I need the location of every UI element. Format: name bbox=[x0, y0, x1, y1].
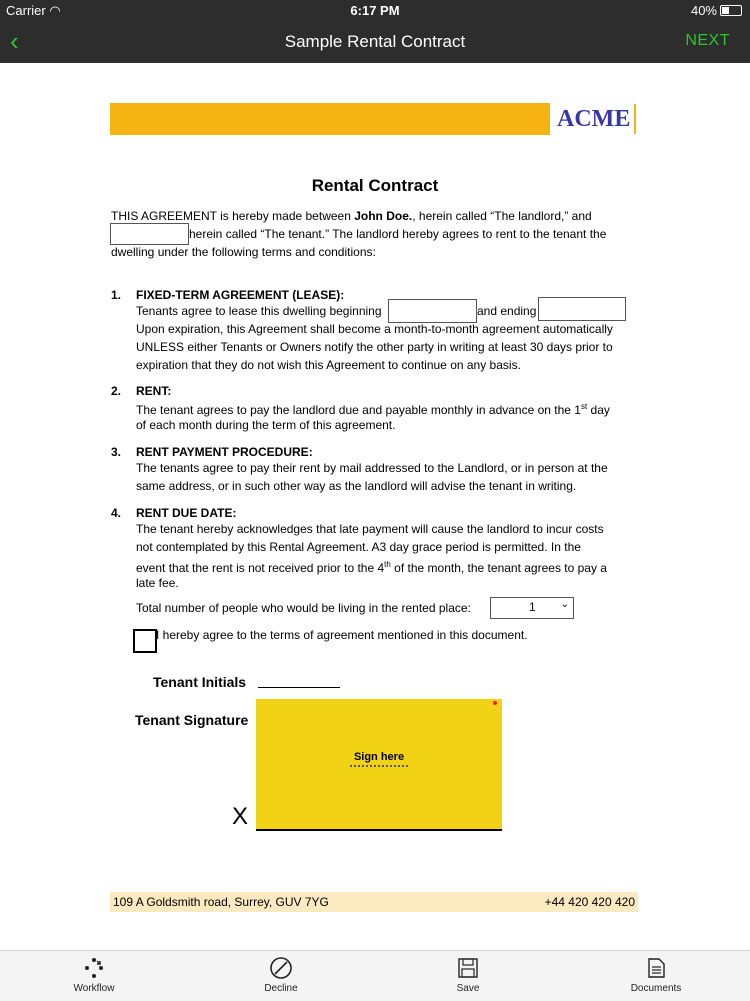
company-logo: ACME bbox=[557, 104, 636, 134]
tab-label: Save bbox=[456, 983, 480, 994]
section-text: and ending bbox=[477, 304, 537, 318]
section-heading: RENT PAYMENT PROCEDURE: bbox=[136, 445, 313, 459]
documents-icon bbox=[643, 955, 669, 981]
document-page bbox=[0, 63, 750, 950]
section-text: Upon expiration, this Agreement shall become a month-to-month agreement automatically bbox=[136, 322, 613, 336]
section-text: expiration that they do not wish this Agreement to continue on any basis. bbox=[136, 358, 521, 372]
intro-line-3: dwelling under the following terms and conditions: bbox=[111, 245, 376, 259]
back-button[interactable]: ‹ bbox=[10, 26, 19, 56]
section-text: The tenant hereby acknowledges that late payment will cause the landlord to incur costs bbox=[136, 522, 604, 536]
section-number: 1. bbox=[111, 288, 122, 302]
tenant-name-field[interactable] bbox=[110, 223, 189, 245]
section-text: event that the rent is not received prior to the 4th of the month, the tenant agrees to pay a bbox=[136, 560, 607, 575]
tenant-initials-label: Tenant Initials bbox=[153, 674, 247, 690]
section-text: not contemplated by this Rental Agreement. A3 day grace period is permitted. In the bbox=[136, 540, 581, 554]
section-number: 2. bbox=[111, 384, 122, 398]
section-text: UNLESS either Tenants or Owners notify the other party in writing at least 30 days prior to bbox=[136, 340, 613, 354]
battery-indicator: 40% bbox=[691, 3, 742, 18]
section-text: same address, or in such other way as the landlord will advise the tenant in writing. bbox=[136, 479, 577, 493]
tenant-initials-field[interactable] bbox=[258, 687, 340, 688]
tenant-signature-label: Tenant Signature bbox=[135, 712, 249, 728]
tab-label: Decline bbox=[264, 983, 298, 994]
decline-icon bbox=[268, 955, 294, 981]
nav-bar bbox=[0, 22, 750, 63]
tab-bar bbox=[0, 950, 750, 1001]
footer-address: 109 A Goldsmith road, Surrey, GUV 7YG bbox=[113, 895, 329, 909]
required-indicator bbox=[493, 701, 497, 705]
section-heading: RENT DUE DATE: bbox=[136, 506, 237, 520]
section-heading: RENT: bbox=[136, 384, 172, 398]
footer-phone: +44 420 420 420 bbox=[544, 895, 635, 909]
tab-save[interactable] bbox=[418, 955, 518, 994]
section-text: of each month during the term of this agreement. bbox=[136, 418, 396, 432]
tab-workflow[interactable] bbox=[44, 955, 144, 994]
lease-end-field[interactable] bbox=[538, 297, 626, 321]
status-time: 6:17 PM bbox=[350, 3, 400, 18]
people-count-label: Total number of people who would be living in the rented place: bbox=[136, 601, 471, 615]
section-number: 3. bbox=[111, 445, 122, 459]
people-count-value: 1 bbox=[529, 600, 536, 614]
carrier-label: Carrier ◠ bbox=[6, 3, 61, 18]
tab-label: Documents bbox=[630, 983, 682, 994]
section-text: Tenants agree to lease this dwelling beginning bbox=[136, 304, 382, 318]
section-number: 4. bbox=[111, 506, 122, 520]
status-bar bbox=[0, 0, 750, 22]
section-text: The tenants agree to pay their rent by mail addressed to the Landlord, or in person at the bbox=[136, 461, 608, 475]
people-count-select[interactable] bbox=[490, 597, 574, 619]
section-text: late fee. bbox=[136, 576, 179, 590]
signature-x-mark: X bbox=[232, 803, 249, 830]
tab-label: Workflow bbox=[73, 983, 115, 994]
header-banner bbox=[110, 103, 550, 135]
intro-line-2: herein called “The tenant.” The landlord hereby agrees to rent to the tenant the bbox=[189, 227, 607, 241]
next-button[interactable]: NEXT bbox=[685, 32, 730, 49]
agree-checkbox[interactable] bbox=[133, 629, 157, 653]
section-text: The tenant agrees to pay the landlord due and payable monthly in advance on the 1st day bbox=[136, 402, 610, 417]
document-title: Rental Contract bbox=[311, 176, 439, 195]
tab-decline[interactable] bbox=[231, 955, 331, 994]
page-title: Sample Rental Contract bbox=[284, 32, 466, 51]
wifi-icon: ◠ bbox=[49, 3, 61, 18]
sign-here-underline bbox=[350, 765, 408, 767]
intro-line-1: THIS AGREEMENT is hereby made between John Doe., herein called “The landlord,” and bbox=[111, 209, 592, 223]
save-icon bbox=[455, 955, 481, 981]
workflow-icon bbox=[81, 955, 107, 981]
signature-box[interactable] bbox=[256, 699, 502, 831]
document-footer bbox=[110, 892, 638, 912]
tab-documents[interactable] bbox=[606, 955, 706, 994]
battery-icon bbox=[720, 5, 742, 16]
section-heading: FIXED-TERM AGREEMENT (LEASE): bbox=[136, 288, 345, 302]
agree-label: I hereby agree to the terms of agreement mentioned in this document. bbox=[156, 628, 528, 642]
chevron-down-icon: ⌄ bbox=[560, 599, 569, 610]
sign-here-label: Sign here bbox=[353, 751, 405, 763]
